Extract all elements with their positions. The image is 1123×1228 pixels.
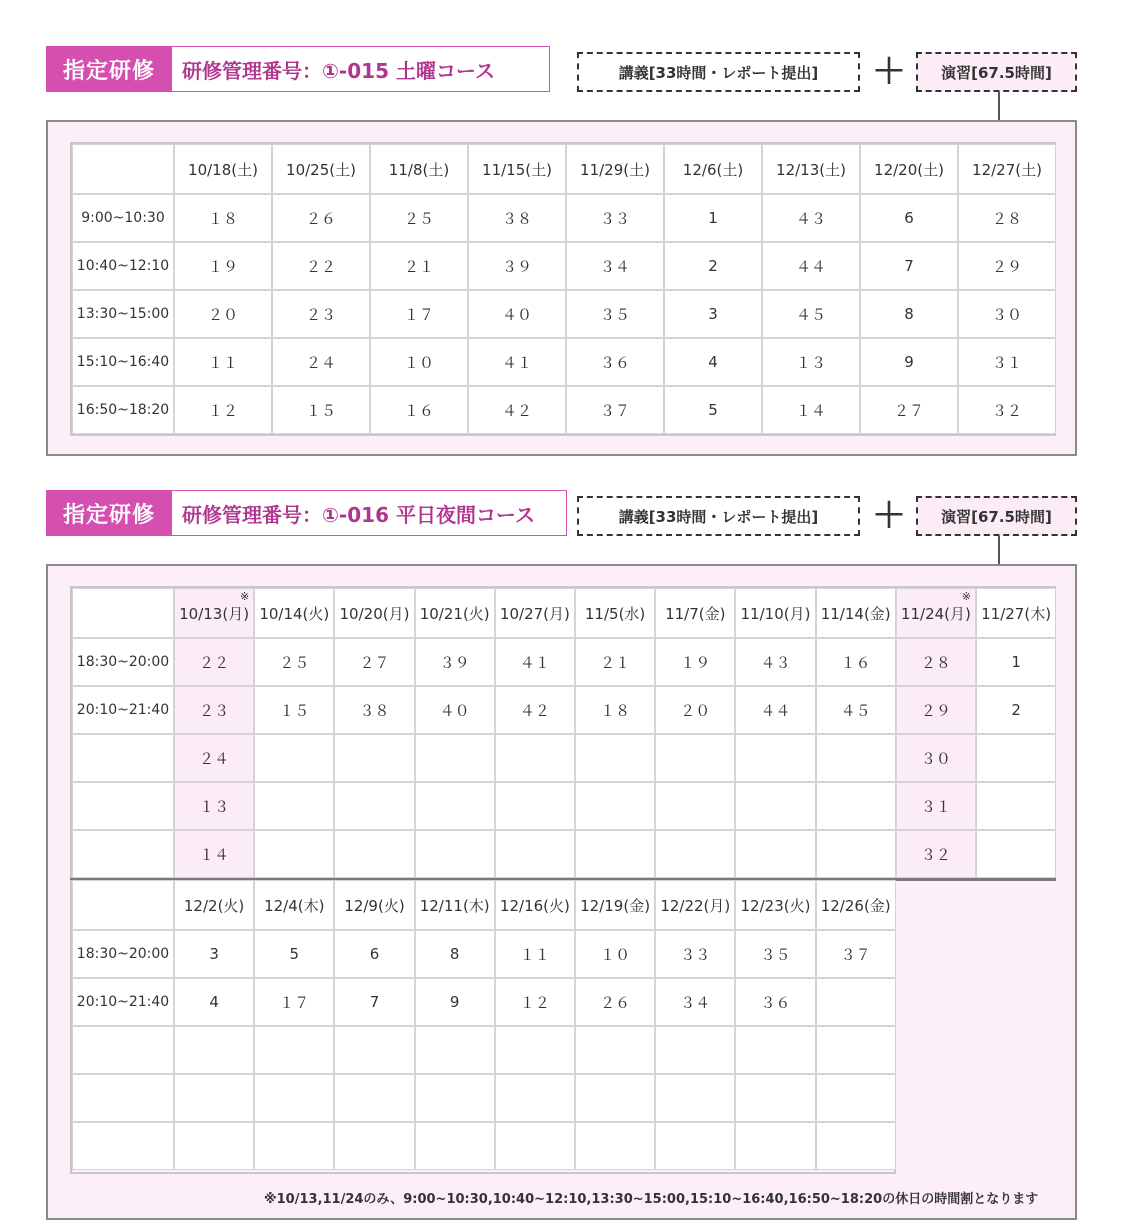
section1-panel (46, 120, 1077, 456)
session-number-cell: ３１ (896, 782, 976, 830)
section2-plus-icon: ＋ (872, 496, 906, 536)
session-number-cell (735, 782, 815, 830)
session-number-cell: １２ (495, 978, 575, 1026)
session-number-cell (174, 1122, 254, 1170)
session-number-cell (415, 1122, 495, 1170)
session-number-cell: １６ (370, 386, 468, 434)
session-number-cell (735, 1122, 815, 1170)
session-number-cell: ２２ (272, 242, 370, 290)
session-number-cell: １０ (370, 338, 468, 386)
session-number-cell: ２７ (860, 386, 958, 434)
time-slot-label (72, 1122, 174, 1170)
session-number-cell (254, 1122, 334, 1170)
session-number-cell: ３７ (566, 386, 664, 434)
session-number-cell (816, 782, 896, 830)
session-number-cell (174, 1074, 254, 1122)
corner-cell (72, 144, 174, 194)
session-number-cell (415, 734, 495, 782)
date-header: 10/20(月) (334, 588, 414, 638)
session-number-cell: ４２ (495, 686, 575, 734)
session-number-cell: １０ (575, 930, 655, 978)
session-number-cell (735, 1026, 815, 1074)
time-slot-label (72, 1026, 174, 1074)
session-number-cell: ２２ (174, 638, 254, 686)
date-header: 12/9(火) (334, 880, 414, 930)
time-slot-label (72, 830, 174, 878)
session-number-cell: 5 (254, 930, 334, 978)
session-number-cell (415, 1026, 495, 1074)
date-header: 11/29(土) (566, 144, 664, 194)
session-number-cell: 4 (174, 978, 254, 1026)
session-number-cell (976, 782, 1056, 830)
session-number-cell: ４５ (816, 686, 896, 734)
section1-connector-line (998, 92, 1000, 120)
section1-practice-box: 演習[67.5時間] (916, 52, 1077, 92)
session-number-cell (816, 1026, 896, 1074)
session-number-cell (334, 734, 414, 782)
session-number-cell (735, 1074, 815, 1122)
session-number-cell: ２０ (655, 686, 735, 734)
session-number-cell (334, 1122, 414, 1170)
session-number-cell (495, 1074, 575, 1122)
session-number-cell: ４４ (762, 242, 860, 290)
session-number-cell: ４２ (468, 386, 566, 434)
date-header: 10/18(土) (174, 144, 272, 194)
session-number-cell: ３４ (566, 242, 664, 290)
session-number-cell (495, 1122, 575, 1170)
session-number-cell: ３３ (566, 194, 664, 242)
date-header: 12/27(土) (958, 144, 1056, 194)
date-header: 12/22(月) (655, 880, 735, 930)
session-number-cell (575, 782, 655, 830)
session-number-cell: ２３ (174, 686, 254, 734)
time-slot-label: 15:10~16:40 (72, 338, 174, 386)
session-number-cell: ３２ (958, 386, 1056, 434)
date-header: 10/14(火) (254, 588, 334, 638)
session-number-cell: ２７ (334, 638, 414, 686)
session-number-cell: ４５ (762, 290, 860, 338)
time-slot-label: 10:40~12:10 (72, 242, 174, 290)
session-number-cell: ２０ (174, 290, 272, 338)
section1-tag: 指定研修 (46, 46, 172, 92)
session-number-cell: ４１ (495, 638, 575, 686)
session-number-cell (655, 734, 735, 782)
session-number-cell (816, 830, 896, 878)
time-slot-label: 18:30~20:00 (72, 930, 174, 978)
date-header: 11/14(金) (816, 588, 896, 638)
date-header: 12/16(火) (495, 880, 575, 930)
note-mark: ※ (961, 590, 971, 603)
time-slot-label: 20:10~21:40 (72, 686, 174, 734)
date-header: 11/5(水) (575, 588, 655, 638)
session-number-cell: ３６ (735, 978, 815, 1026)
session-number-cell: １９ (655, 638, 735, 686)
session-number-cell (816, 1074, 896, 1122)
session-number-cell: １１ (174, 338, 272, 386)
session-number-cell (495, 782, 575, 830)
session-number-cell: 1 (976, 638, 1056, 686)
session-number-cell: １８ (174, 194, 272, 242)
session-number-cell (254, 734, 334, 782)
session-number-cell: １４ (762, 386, 860, 434)
session-number-cell: １３ (762, 338, 860, 386)
session-number-cell: １６ (816, 638, 896, 686)
section1-lecture-box: 講義[33時間・レポート提出] (577, 52, 860, 92)
session-number-cell (655, 830, 735, 878)
session-number-cell (735, 830, 815, 878)
session-number-cell: ２５ (370, 194, 468, 242)
date-header: 12/20(土) (860, 144, 958, 194)
time-slot-label (72, 1074, 174, 1122)
session-number-cell: １５ (272, 386, 370, 434)
session-number-cell: ２４ (272, 338, 370, 386)
session-number-cell: ３１ (958, 338, 1056, 386)
session-number-cell (334, 830, 414, 878)
session-number-cell: 9 (860, 338, 958, 386)
session-number-cell (735, 734, 815, 782)
date-header: 11/8(土) (370, 144, 468, 194)
date-header: 11/10(月) (735, 588, 815, 638)
session-number-cell: ４３ (762, 194, 860, 242)
date-header: 11/24(月) ※ (896, 588, 976, 638)
session-number-cell: １９ (174, 242, 272, 290)
time-slot-label (72, 782, 174, 830)
footnote: ※10/13,11/24のみ、9:00~10:30,10:40~12:10,13:30~15:00,15:10~16:40,16:50~18:20の休日の時間割となります (264, 1192, 1039, 1207)
session-number-cell (174, 1026, 254, 1074)
session-number-cell: １２ (174, 386, 272, 434)
session-number-cell (495, 830, 575, 878)
session-number-cell: ３３ (655, 930, 735, 978)
session-number-cell (495, 734, 575, 782)
session-number-cell: ３８ (468, 194, 566, 242)
session-number-cell: ３９ (415, 638, 495, 686)
session-number-cell (495, 1026, 575, 1074)
session-number-cell (415, 1074, 495, 1122)
session-number-cell: ３０ (896, 734, 976, 782)
session-number-cell (655, 782, 735, 830)
session-number-cell (254, 830, 334, 878)
date-header: 11/15(土) (468, 144, 566, 194)
session-number-cell: ４０ (468, 290, 566, 338)
session-number-cell: １７ (370, 290, 468, 338)
session-number-cell: 7 (860, 242, 958, 290)
section1-header (46, 46, 550, 92)
session-number-cell (254, 782, 334, 830)
date-header: 12/4(木) (254, 880, 334, 930)
section1-timetable (70, 142, 1056, 436)
session-number-cell: １７ (254, 978, 334, 1026)
session-number-cell: ２６ (272, 194, 370, 242)
date-header: 10/25(土) (272, 144, 370, 194)
session-number-cell: ３８ (334, 686, 414, 734)
session-number-cell: ２８ (896, 638, 976, 686)
session-number-cell (816, 978, 896, 1026)
session-number-cell: １４ (174, 830, 254, 878)
session-number-cell (415, 782, 495, 830)
session-number-cell: ２９ (896, 686, 976, 734)
session-number-cell (575, 734, 655, 782)
session-number-cell (655, 1026, 735, 1074)
session-number-cell: ４３ (735, 638, 815, 686)
corner-cell (72, 588, 174, 638)
session-number-cell (334, 782, 414, 830)
time-slot-label (72, 734, 174, 782)
time-slot-label: 9:00~10:30 (72, 194, 174, 242)
session-number-cell: 4 (664, 338, 762, 386)
section2-panel (46, 564, 1077, 1220)
session-number-cell (334, 1026, 414, 1074)
session-number-cell: 3 (664, 290, 762, 338)
session-number-cell: １５ (254, 686, 334, 734)
session-number-cell: ２９ (958, 242, 1056, 290)
session-number-cell (254, 1026, 334, 1074)
corner-cell (72, 880, 174, 930)
session-number-cell: 8 (860, 290, 958, 338)
session-number-cell (575, 1026, 655, 1074)
session-number-cell: １８ (575, 686, 655, 734)
session-number-cell: ４０ (415, 686, 495, 734)
session-number-cell (334, 1074, 414, 1122)
session-number-cell: ２５ (254, 638, 334, 686)
date-header: 10/13(月) ※ (174, 588, 254, 638)
session-number-cell: 3 (174, 930, 254, 978)
session-number-cell (575, 830, 655, 878)
session-number-cell (816, 1122, 896, 1170)
time-slot-label: 13:30~15:00 (72, 290, 174, 338)
time-slot-label: 20:10~21:40 (72, 978, 174, 1026)
session-number-cell: 5 (664, 386, 762, 434)
section2-timetable-upper (70, 586, 1056, 880)
session-number-cell: 6 (334, 930, 414, 978)
date-header: 12/13(土) (762, 144, 860, 194)
date-header: 12/6(土) (664, 144, 762, 194)
session-number-cell: 6 (860, 194, 958, 242)
section2-course-title: 研修管理番号：①-016 平日夜間コース (172, 490, 567, 536)
session-number-cell: 7 (334, 978, 414, 1026)
session-number-cell: ２８ (958, 194, 1056, 242)
session-number-cell: ４４ (735, 686, 815, 734)
date-header: 10/27(月) (495, 588, 575, 638)
session-number-cell (816, 734, 896, 782)
date-header: 12/26(金) (816, 880, 896, 930)
session-number-cell: 9 (415, 978, 495, 1026)
session-number-cell: 2 (664, 242, 762, 290)
date-header: 12/11(木) (415, 880, 495, 930)
date-header: 11/27(木) (976, 588, 1056, 638)
session-number-cell (655, 1074, 735, 1122)
session-number-cell (655, 1122, 735, 1170)
date-header: 12/19(金) (575, 880, 655, 930)
date-header: 12/23(火) (735, 880, 815, 930)
session-number-cell (415, 830, 495, 878)
session-number-cell (575, 1074, 655, 1122)
session-number-cell: １１ (495, 930, 575, 978)
session-number-cell: 2 (976, 686, 1056, 734)
note-mark: ※ (239, 590, 250, 603)
session-number-cell (976, 734, 1056, 782)
date-header: 11/7(金) (655, 588, 735, 638)
time-slot-label: 16:50~18:20 (72, 386, 174, 434)
session-number-cell: ３５ (735, 930, 815, 978)
date-header: 12/2(火) (174, 880, 254, 930)
time-slot-label: 18:30~20:00 (72, 638, 174, 686)
session-number-cell: 8 (415, 930, 495, 978)
session-number-cell: ３７ (816, 930, 896, 978)
session-number-cell: ２１ (370, 242, 468, 290)
section2-practice-box: 演習[67.5時間] (916, 496, 1077, 536)
session-number-cell: ３４ (655, 978, 735, 1026)
session-number-cell: 1 (664, 194, 762, 242)
session-number-cell: ２６ (575, 978, 655, 1026)
section1-plus-icon: ＋ (872, 52, 906, 92)
section2-connector-line (998, 536, 1000, 564)
session-number-cell: ３９ (468, 242, 566, 290)
session-number-cell (254, 1074, 334, 1122)
session-number-cell (575, 1122, 655, 1170)
session-number-cell: ２４ (174, 734, 254, 782)
section1-course-title: 研修管理番号：①-015 土曜コース (172, 46, 550, 92)
session-number-cell: ４１ (468, 338, 566, 386)
date-header: 10/21(火) (415, 588, 495, 638)
session-number-cell: ２１ (575, 638, 655, 686)
session-number-cell: １３ (174, 782, 254, 830)
section2-lecture-box: 講義[33時間・レポート提出] (577, 496, 860, 536)
section2-header (46, 490, 567, 536)
section2-tag: 指定研修 (46, 490, 172, 536)
session-number-cell: ３５ (566, 290, 664, 338)
session-number-cell: ３６ (566, 338, 664, 386)
session-number-cell: ２３ (272, 290, 370, 338)
session-number-cell (976, 830, 1056, 878)
session-number-cell: ３０ (958, 290, 1056, 338)
session-number-cell: ３２ (896, 830, 976, 878)
section2-timetable-lower (70, 880, 896, 1174)
